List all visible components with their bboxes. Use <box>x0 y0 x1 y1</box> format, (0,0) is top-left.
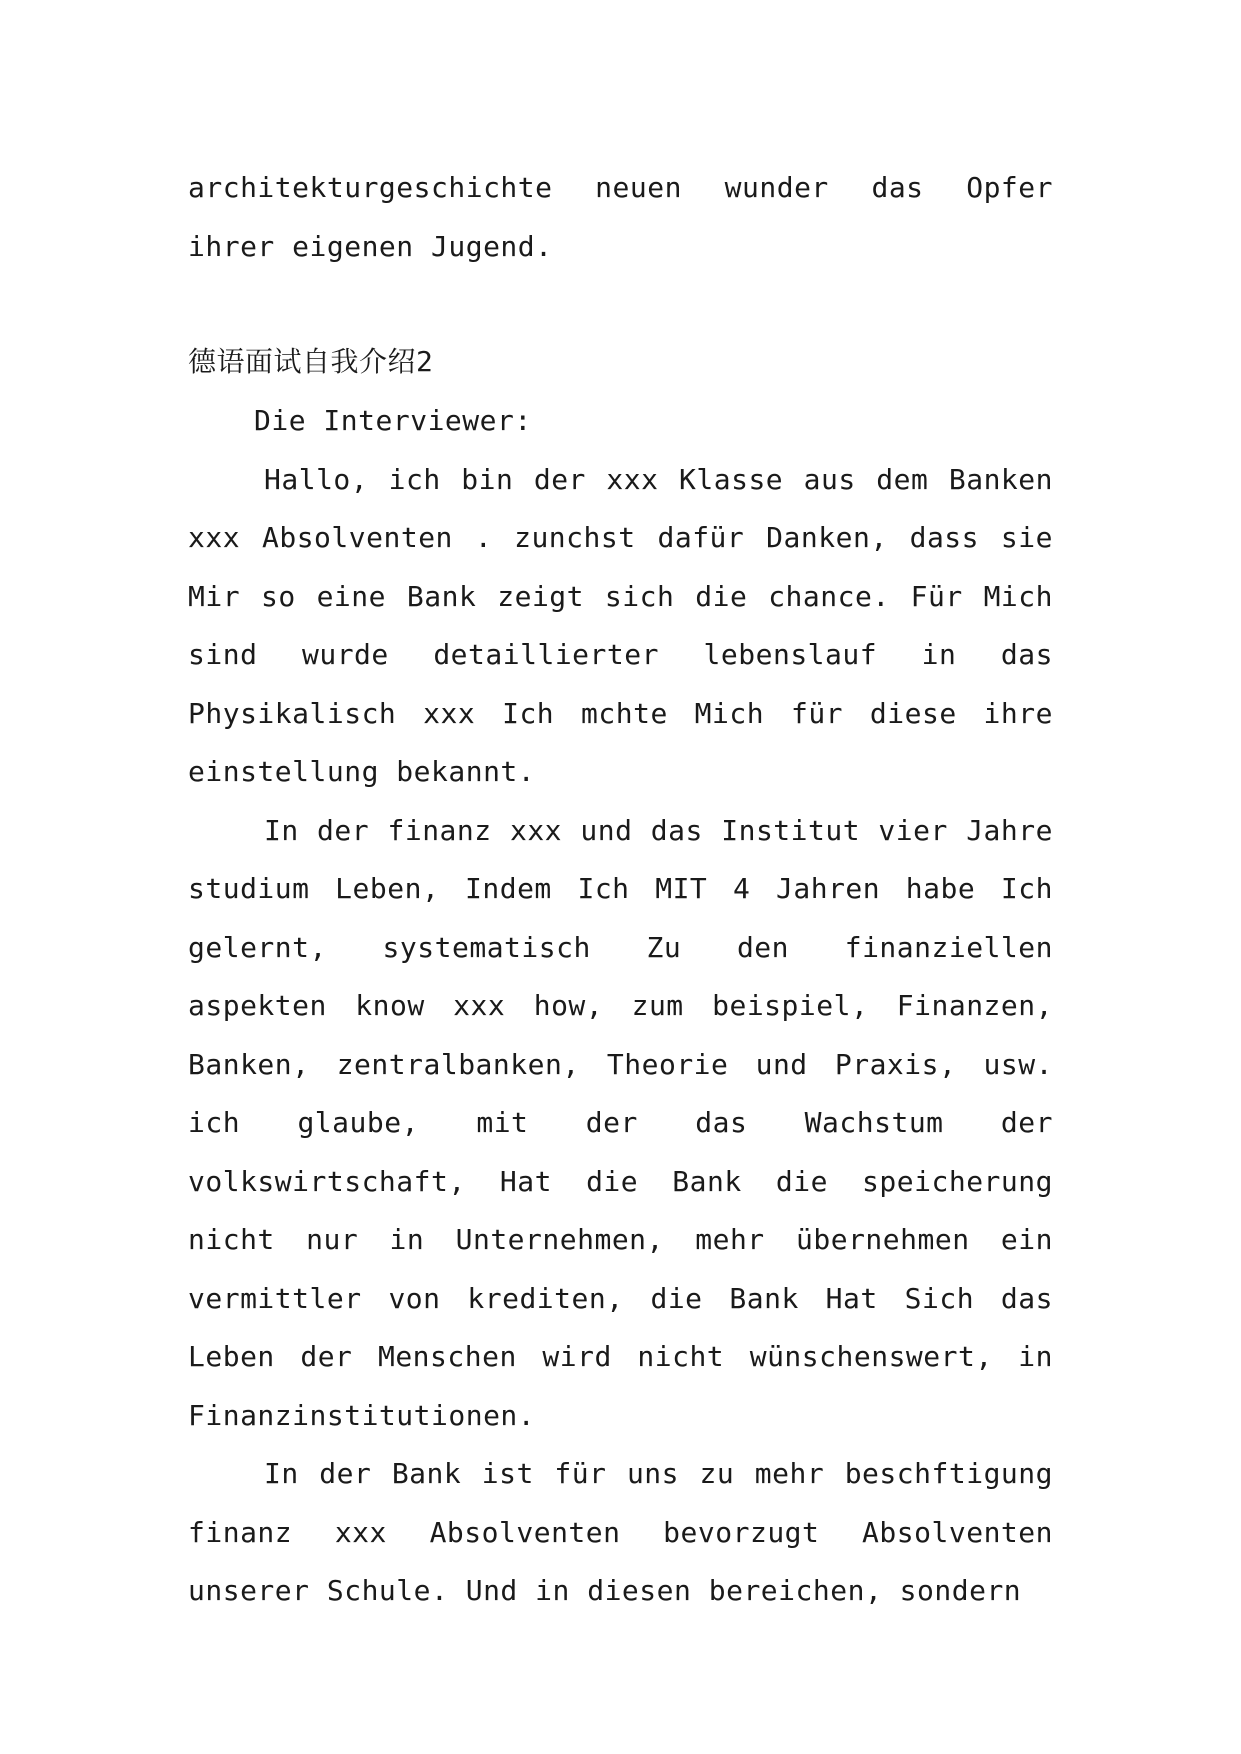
section-title: 德语面试自我介绍2 <box>188 345 434 378</box>
salutation-line: Die Interviewer: <box>254 404 532 437</box>
body-text <box>188 392 1053 1621</box>
body-paragraph: In der Bank ist für uns zu mehr beschftigung finanz xxx Absolventen bevorzugt Absolventen unserer Schule. Und in diesen bereichen, sondern <box>188 1457 1053 1607</box>
body-paragraph: In der finanz xxx und das Institut vier Jahre studium Leben, Indem Ich MIT 4 Jahren habe Ich gelernt, systematisch Zu den finanziellen aspekten know xxx how, zum beispiel, Finanzen, Banken, zentralbanken, Theorie und Praxis, usw. ich glaube, mit der das Wachstum der volkswirtschaft, Hat die Bank die speicherung nicht nur in Unternehmen, mehr übernehmen ein vermittler von krediten, die Bank Hat Sich das Leben der Menschen wird nicht wünschenswert, in Finanzinstitutionen. <box>188 813 1053 1432</box>
body-paragraph: Hallo, ich bin der xxx Klasse aus dem Banken xxx Absolventen . zunchst dafür Danken, dass sie Mir so eine Bank zeigt sich die chance. Für Mich sind wurde detaillierter lebenslauf in das Physikalisch xxx Ich mchte Mich für diese ihre einstellung bekannt. <box>188 462 1053 788</box>
intro-text <box>188 159 1053 276</box>
section-heading <box>188 333 1053 392</box>
intro-paragraph: architekturgeschichte neuen wunder das Opfer ihrer eigenen Jugend. <box>188 171 1053 263</box>
